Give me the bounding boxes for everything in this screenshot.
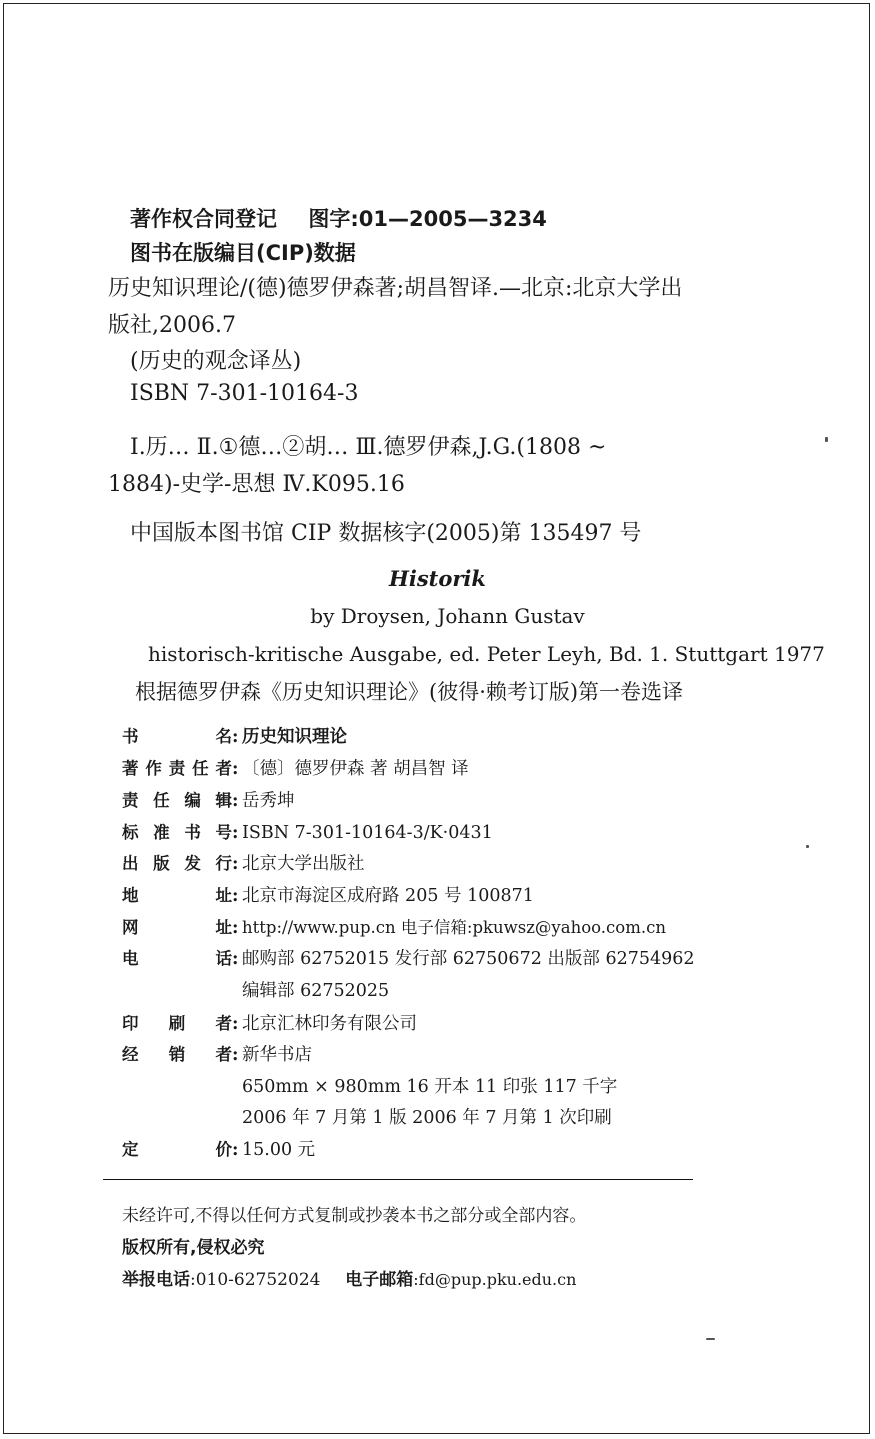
- detail-value: http://www.pup.cn 电子信箱:pkuwsz@yahoo.com.cn: [242, 918, 666, 937]
- copy-notice: 未经许可,不得以任何方式复制或抄袭本书之部分或全部内容。: [122, 1206, 587, 1226]
- detail-row-isbn: 标准书号: ISBN 7-301-10164-3/K·0431: [122, 819, 493, 847]
- detail-label: 著作责任者: [122, 759, 232, 778]
- copyright-registration-line: [130, 203, 547, 233]
- detail-label: 印刷者: [122, 1014, 232, 1033]
- detail-row-price: 定价: 15.00 元: [122, 1136, 315, 1164]
- report-phone: :010-62752024: [190, 1270, 321, 1290]
- detail-row-website: 网址: http://www.pup.cn 电子信箱:pkuwsz@yahoo.com.cn: [122, 914, 666, 942]
- detail-label: 责任编辑: [122, 791, 232, 810]
- divider-rule: [103, 1179, 693, 1180]
- detail-row-editor: 责任编辑: 岳秀坤: [122, 787, 295, 815]
- detail-value: 北京大学出版社: [242, 854, 365, 874]
- detail-label: 网址: [122, 918, 232, 937]
- detail-value: 岳秀坤: [242, 791, 295, 811]
- report-email-label: 电子邮箱: [345, 1270, 414, 1290]
- detail-row-publisher: 出版发行: 北京大学出版社: [122, 850, 365, 878]
- cip-classification-line-1: Ⅰ.历… Ⅱ.①德…②胡… Ⅲ.德罗伊森,J.G.(1808 ~: [130, 435, 607, 460]
- detail-value: 650mm × 980mm 16 开本 11 印张 117 千字: [242, 1077, 618, 1097]
- detail-row-printer: 印刷者: 北京汇林印务有限公司: [122, 1010, 417, 1038]
- cip-series: (历史的观念译丛): [130, 349, 302, 374]
- cip-heading: 图书在版编目(CIP)数据: [130, 241, 356, 265]
- detail-value: 编辑部 62752025: [242, 981, 390, 1001]
- report-phone-label: 举报电话: [122, 1270, 190, 1290]
- detail-row-phone: 电话: 邮购部 62752015 发行部 62750672 出版部 62754962: [122, 945, 695, 973]
- detail-value: 新华书店: [242, 1045, 312, 1065]
- detail-label: 书名: [122, 727, 232, 746]
- cip-isbn: ISBN 7-301-10164-3: [130, 381, 359, 406]
- detail-row-author: 著作责任者: 〔德〕德罗伊森 著 胡昌智 译: [122, 755, 469, 783]
- original-edition: historisch-kritische Ausgabe, ed. Peter Leyh, Bd. 1. Stuttgart 1977: [148, 642, 825, 666]
- copyright-registration-number: 图字:01—2005—3234: [308, 207, 547, 231]
- original-author: by Droysen, Johann Gustav: [310, 604, 585, 628]
- translation-note: 根据德罗伊森《历史知识理论》(彼得·赖考订版)第一卷选译: [135, 680, 684, 704]
- detail-label: 经销者: [122, 1045, 232, 1064]
- scan-speck: [706, 1338, 715, 1340]
- scan-speck: [825, 437, 828, 442]
- detail-value: 北京汇林印务有限公司: [242, 1014, 417, 1034]
- detail-value: 2006 年 7 月第 1 版 2006 年 7 月第 1 次印刷: [242, 1108, 612, 1128]
- detail-row-distributor: 经销者: 新华书店: [122, 1041, 312, 1069]
- detail-value: 北京市海淀区成府路 205 号 100871: [242, 886, 534, 906]
- report-email: :fd@pup.pku.edu.cn: [413, 1270, 577, 1289]
- detail-row-format: [242, 1073, 617, 1101]
- detail-row-address: 地址: 北京市海淀区成府路 205 号 100871: [122, 882, 534, 910]
- cip-entry-line-2: 版社,2006.7: [108, 313, 236, 338]
- rights-reserved: 版权所有,侵权必究: [122, 1238, 265, 1258]
- detail-value: 历史知识理论: [242, 727, 347, 747]
- detail-label: 标准书号: [122, 823, 232, 842]
- cip-verification-number: 中国版本图书馆 CIP 数据核字(2005)第 135497 号: [130, 521, 642, 546]
- scan-speck: [806, 845, 809, 848]
- copyright-registration-label: 著作权合同登记: [130, 207, 277, 231]
- detail-value: 〔德〕德罗伊森 著 胡昌智 译: [242, 759, 469, 779]
- detail-label: 定价: [122, 1140, 232, 1159]
- detail-value: 邮购部 62752015 发行部 62750672 出版部 62754962: [242, 949, 695, 969]
- detail-label: 地址: [122, 886, 232, 905]
- detail-label: 电话: [122, 949, 232, 968]
- original-title: Historik: [389, 566, 486, 591]
- detail-label: 出版发行: [122, 854, 232, 873]
- detail-row-title: 书名: 历史知识理论: [122, 723, 347, 751]
- report-line: [122, 1265, 576, 1290]
- detail-value: 15.00 元: [242, 1140, 316, 1160]
- cip-entry-line-1: 历史知识理论/(德)德罗伊森著;胡昌智译.—北京:北京大学出: [108, 276, 683, 301]
- cip-classification-line-2: 1884)-史学-思想 Ⅳ.K095.16: [108, 472, 405, 497]
- detail-row-edition: [242, 1104, 612, 1132]
- detail-value: ISBN 7-301-10164-3/K·0431: [242, 823, 493, 843]
- detail-row-phone-continued: [242, 977, 389, 1005]
